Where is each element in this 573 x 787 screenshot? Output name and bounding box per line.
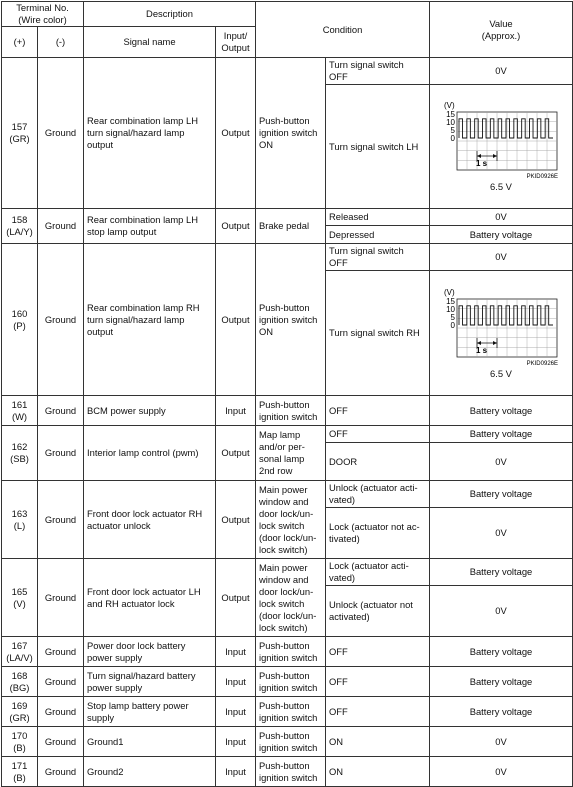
sub-condition-cell: OFF	[326, 667, 430, 697]
condition-cell: Push-button ignition switch	[256, 727, 326, 757]
wave-tick-label: 5	[450, 312, 455, 322]
value-cell: 0V	[430, 244, 573, 271]
condition-cell: Main power window and door lock/un- lock switch (door lock/un- lock switch)	[256, 559, 326, 637]
condition-cell: Push-button ignition switch	[256, 637, 326, 667]
sub-condition-cell: Turn signal switch OFF	[326, 244, 430, 271]
terminal-cell: 170 (B)	[2, 727, 38, 757]
ground-cell: Ground	[38, 637, 84, 667]
header-terminal-no: Terminal No. (Wire color)	[2, 2, 84, 27]
ground-cell: Ground	[38, 209, 84, 244]
wave-time-label: 1 s	[476, 345, 488, 355]
terminal-cell: 163 (L)	[2, 481, 38, 559]
ground-cell: Ground	[38, 559, 84, 637]
wave-time-arrow-head	[493, 341, 497, 345]
table-row	[2, 559, 573, 586]
wave-time-arrow-head	[493, 154, 497, 158]
sub-condition-cell: OFF	[326, 426, 430, 443]
io-cell: Input	[216, 667, 256, 697]
value-cell: Battery voltage	[430, 697, 573, 727]
wave-grid	[457, 299, 557, 357]
sub-condition-cell: ON	[326, 757, 430, 787]
sub-condition-cell: Unlock (actuator acti- vated)	[326, 481, 430, 508]
ground-cell: Ground	[38, 396, 84, 426]
condition-cell: Push-button ignition switch	[256, 396, 326, 426]
wave-unit-label: (V)	[444, 101, 455, 110]
table-row	[2, 667, 573, 697]
table-row	[2, 396, 573, 426]
table-row	[2, 637, 573, 667]
terminal-cell: 168 (BG)	[2, 667, 38, 697]
value-cell: 0V	[430, 209, 573, 226]
value-cell: 0V	[430, 58, 573, 85]
table-row	[2, 727, 573, 757]
ground-cell: Ground	[38, 727, 84, 757]
value-cell: Battery voltage	[430, 226, 573, 244]
io-cell: Input	[216, 727, 256, 757]
sub-condition-cell: OFF	[326, 637, 430, 667]
table-row	[2, 244, 573, 271]
io-cell: Output	[216, 244, 256, 396]
header-condition: Condition	[256, 2, 430, 58]
header-description: Description	[84, 2, 256, 27]
io-cell: Output	[216, 209, 256, 244]
table-row	[2, 481, 573, 508]
waveform-160	[443, 287, 559, 380]
wave-caption: 6.5 V	[490, 367, 512, 379]
signal-name-cell: Ground2	[84, 757, 216, 787]
signal-name-cell: Front door lock actuator RH actuator unlock	[84, 481, 216, 559]
wave-time-label: 1 s	[476, 159, 488, 168]
sub-condition-cell: Depressed	[326, 226, 430, 244]
header-input-output: Input/ Output	[216, 27, 256, 58]
signal-name-cell: BCM power supply	[84, 396, 216, 426]
condition-cell: Map lamp and/or per- sonal lamp 2nd row	[256, 426, 326, 481]
terminal-cell: 157 (GR)	[2, 58, 38, 209]
io-cell: Input	[216, 697, 256, 727]
sub-condition-cell: ON	[326, 727, 430, 757]
sub-condition-cell: Lock (actuator not ac- tivated)	[326, 508, 430, 559]
ground-cell: Ground	[38, 667, 84, 697]
sub-condition-cell: OFF	[326, 697, 430, 727]
table-row	[2, 757, 573, 787]
ground-cell: Ground	[38, 697, 84, 727]
wave-tick-label: 5	[450, 126, 455, 135]
waveform-cell	[430, 271, 573, 396]
wave-tick-label: 15	[446, 296, 455, 306]
sub-condition-cell: Lock (actuator acti- vated)	[326, 559, 430, 586]
value-cell: 0V	[430, 757, 573, 787]
io-cell: Output	[216, 559, 256, 637]
wave-tick-label: 0	[450, 134, 455, 143]
sub-condition-cell: Turn signal switch LH	[326, 85, 430, 209]
terminal-cell: 171 (B)	[2, 757, 38, 787]
io-cell: Input	[216, 637, 256, 667]
io-cell: Output	[216, 58, 256, 209]
sub-condition-cell: Unlock (actuator not activated)	[326, 586, 430, 637]
ground-cell: Ground	[38, 481, 84, 559]
wave-grid	[457, 112, 557, 170]
value-cell: Battery voltage	[430, 559, 573, 586]
io-cell: Input	[216, 396, 256, 426]
signal-name-cell: Rear combination lamp LH turn signal/hazard lamp output	[84, 58, 216, 209]
waveform-chart	[443, 100, 559, 180]
wave-tick-label: 0	[450, 320, 455, 330]
signal-name-cell: Power door lock battery power supply	[84, 637, 216, 667]
signal-name-cell: Interior lamp control (pwm)	[84, 426, 216, 481]
wave-figure-code: PKID0926E	[526, 174, 558, 180]
value-cell: 0V	[430, 727, 573, 757]
condition-cell: Brake pedal	[256, 209, 326, 244]
value-cell: 0V	[430, 508, 573, 559]
io-cell: Output	[216, 426, 256, 481]
terminal-cell: 167 (LA/V)	[2, 637, 38, 667]
table-row	[2, 209, 573, 226]
value-cell: Battery voltage	[430, 667, 573, 697]
table-row	[2, 697, 573, 727]
signal-name-cell: Ground1	[84, 727, 216, 757]
waveform-cell	[430, 85, 573, 209]
ground-cell: Ground	[38, 58, 84, 209]
waveform-157	[443, 100, 559, 193]
terminal-cell: 158 (LA/Y)	[2, 209, 38, 244]
value-cell: Battery voltage	[430, 396, 573, 426]
condition-cell: Push-button ignition switch	[256, 757, 326, 787]
ground-cell: Ground	[38, 244, 84, 396]
value-cell: Battery voltage	[430, 426, 573, 443]
sub-condition-cell: DOOR	[326, 443, 430, 481]
condition-cell: Push-button ignition switch ON	[256, 244, 326, 396]
header-plus: (+)	[2, 27, 38, 58]
header-minus: (-)	[38, 27, 84, 58]
header-value: Value (Approx.)	[430, 2, 573, 58]
terminal-cell: 169 (GR)	[2, 697, 38, 727]
terminal-cell: 160 (P)	[2, 244, 38, 396]
terminal-cell: 165 (V)	[2, 559, 38, 637]
ground-cell: Ground	[38, 757, 84, 787]
signal-name-cell: Rear combination lamp LH stop lamp output	[84, 209, 216, 244]
io-cell: Output	[216, 481, 256, 559]
wave-figure-code: PKID0926E	[526, 360, 558, 367]
io-cell: Input	[216, 757, 256, 787]
wave-tick-label: 10	[446, 304, 455, 314]
signal-name-cell: Stop lamp battery power supply	[84, 697, 216, 727]
terminal-cell: 162 (SB)	[2, 426, 38, 481]
sub-condition-cell: Turn signal switch OFF	[326, 58, 430, 85]
value-cell: Battery voltage	[430, 637, 573, 667]
wave-time-arrow-head	[477, 154, 481, 158]
signal-name-cell: Rear combination lamp RH turn signal/hazard lamp output	[84, 244, 216, 396]
value-cell: 0V	[430, 586, 573, 637]
sub-condition-cell: Turn signal switch RH	[326, 271, 430, 396]
table-row	[2, 426, 573, 443]
sub-condition-cell: Released	[326, 209, 430, 226]
wave-tick-label: 10	[446, 118, 455, 127]
ground-cell: Ground	[38, 426, 84, 481]
terminal-cell: 161 (W)	[2, 396, 38, 426]
wave-unit-label: (V)	[444, 287, 455, 297]
terminal-spec-table	[1, 1, 573, 787]
waveform-chart	[443, 287, 559, 367]
wave-caption: 6.5 V	[490, 181, 512, 192]
condition-cell: Push-button ignition switch	[256, 697, 326, 727]
wave-time-arrow-head	[477, 341, 481, 345]
sub-condition-cell: OFF	[326, 396, 430, 426]
value-cell: 0V	[430, 443, 573, 481]
signal-name-cell: Turn signal/hazard battery power supply	[84, 667, 216, 697]
value-cell: Battery voltage	[430, 481, 573, 508]
table-row	[2, 58, 573, 85]
condition-cell: Push-button ignition switch ON	[256, 58, 326, 209]
wave-tick-label: 15	[446, 110, 455, 119]
signal-name-cell: Front door lock actuator LH and RH actuator lock	[84, 559, 216, 637]
condition-cell: Main power window and door lock/un- lock switch (door lock/un- lock switch)	[256, 481, 326, 559]
condition-cell: Push-button ignition switch	[256, 667, 326, 697]
header-signal-name: Signal name	[84, 27, 216, 58]
